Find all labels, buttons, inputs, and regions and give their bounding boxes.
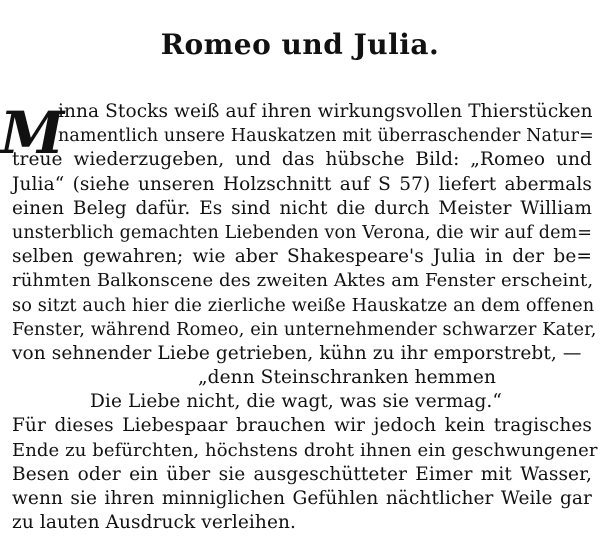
text-line: treue wiederzugeben, und das hübsche Bild: „Romeo und <box>12 149 592 171</box>
quote-line: „denn Steinschranken hemmen <box>198 367 496 389</box>
text-line: so sitzt auch hier die zierliche weiße Hauskatze an dem offenen <box>12 295 595 316</box>
article-body <box>12 100 598 535</box>
text-line: wenn sie ihren minniglichen Gefühlen nächtlicher Weile gar <box>12 488 592 509</box>
quote-line: Die Liebe nicht, die wagt, was sie vermag.“ <box>90 391 502 413</box>
text-line: namentlich unsere Hauskatzen mit überraschender Natur= <box>58 126 594 147</box>
text-line: Ende zu befürchten, höchstens droht ihnen ein geschwungener <box>12 439 598 461</box>
text-line: einen Beleg dafür. Es sind nicht die durch Meister William <box>12 197 592 219</box>
text-line: unsterblich gemachten Liebenden von Verona, die wir auf dem= <box>12 222 592 243</box>
text-line: Julia“ (siehe unseren Holzschnitt auf S 57) liefert abermals <box>12 173 592 195</box>
drop-cap: M <box>0 99 65 167</box>
text-line: Fenster, während Romeo, ein unternehmender schwarzer Kater, <box>12 319 597 340</box>
text-line: von sehnender Liebe getrieben, kühn zu ihr emporstrebt, — <box>12 342 582 364</box>
text-line: Für dieses Liebespaar brauchen wir jedoch kein tragisches <box>12 415 592 437</box>
text-line: rühmten Balkonscene des zweiten Aktes am Fenster erscheint, <box>12 270 594 292</box>
text-line: Besen oder ein über sie ausgeschütteter Eimer mit Wasser, <box>12 463 592 485</box>
article-title: Romeo und Julia. <box>160 28 440 61</box>
text-line: selben gewahren; wie aber Shakespeare's Julia in der be= <box>12 246 592 268</box>
text-line: zu lauten Ausdruck verleihen. <box>12 512 296 534</box>
text-line: inna Stocks weiß auf ihren wirkungsvollen Thierstücken <box>58 101 593 122</box>
